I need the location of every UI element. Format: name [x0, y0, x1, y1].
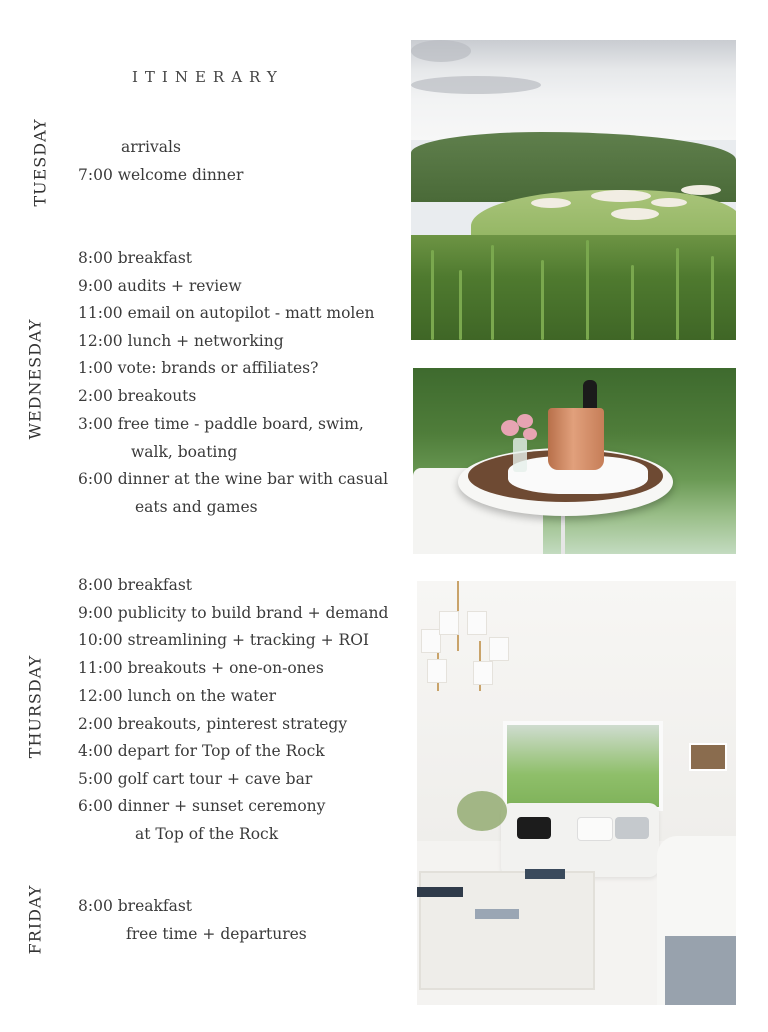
itinerary-line: 3:00 free time - paddle board, swim, — [78, 415, 364, 433]
itinerary-line: 11:00 breakouts + one-on-ones — [78, 659, 324, 677]
itinerary-line: 12:00 lunch on the water — [78, 687, 276, 705]
living-room-photo — [417, 581, 736, 1005]
day-label-wednesday: WEDNESDAY — [25, 318, 45, 440]
itinerary-line: 12:00 lunch + networking — [78, 332, 284, 350]
itinerary-line: walk, boating — [131, 443, 238, 461]
itinerary-line: 2:00 breakouts, pinterest strategy — [78, 715, 348, 733]
itinerary-line: free time + departures — [126, 925, 307, 943]
itinerary-line: 2:00 breakouts — [78, 387, 197, 405]
golf-course-photo — [411, 40, 736, 340]
itinerary-line: 10:00 streamlining + tracking + ROI — [78, 631, 370, 649]
itinerary-line: at Top of the Rock — [135, 825, 279, 843]
itinerary-line: 8:00 breakfast — [78, 576, 193, 594]
lake-tray-photo — [413, 368, 736, 554]
day-label-friday: FRIDAY — [25, 884, 45, 955]
day-label-thursday: THURSDAY — [25, 654, 45, 759]
itinerary-line: 9:00 audits + review — [78, 277, 242, 295]
day-label-tuesday: TUESDAY — [30, 118, 50, 207]
itinerary-line: 6:00 dinner + sunset ceremony — [78, 797, 326, 815]
itinerary-line: 8:00 breakfast — [78, 897, 193, 915]
itinerary-title: ITINERARY — [132, 68, 284, 86]
itinerary-line: 5:00 golf cart tour + cave bar — [78, 770, 313, 788]
itinerary-line: 9:00 publicity to build brand + demand — [78, 604, 389, 622]
itinerary-line: 1:00 vote: brands or affiliates? — [78, 359, 319, 377]
itinerary-line: 4:00 depart for Top of the Rock — [78, 742, 325, 760]
itinerary-line: 7:00 welcome dinner — [78, 166, 244, 184]
itinerary-line: 8:00 breakfast — [78, 249, 193, 267]
itinerary-line: 11:00 email on autopilot - matt molen — [78, 304, 375, 322]
itinerary-line: arrivals — [121, 138, 181, 156]
itinerary-line: 6:00 dinner at the wine bar with casual — [78, 470, 389, 488]
itinerary-line: eats and games — [135, 498, 258, 516]
